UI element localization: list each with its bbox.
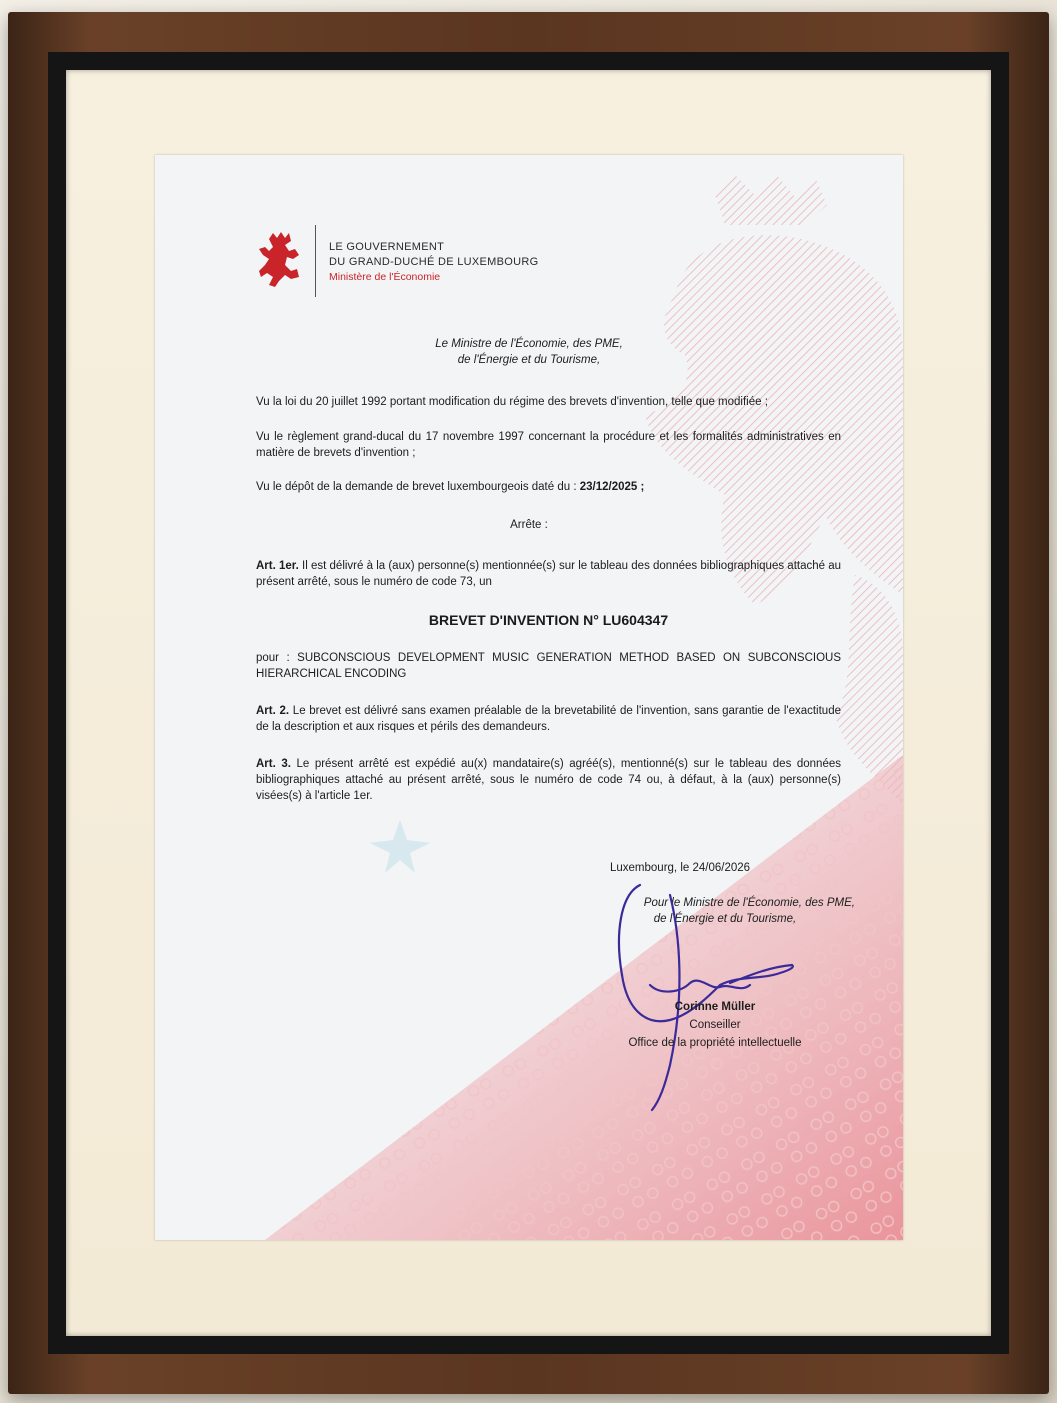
vu-depot-prefix: Vu le dépôt de la demande de brevet luxembourgeois daté du : <box>256 481 577 493</box>
gov-line-2: DU GRAND-DUCHÉ DE LUXEMBOURG <box>329 256 539 268</box>
handwritten-signature <box>610 875 810 1115</box>
government-header <box>255 225 655 295</box>
article-3 <box>256 756 841 804</box>
invention-title: pour : SUBCONSCIOUS DEVELOPMENT MUSIC GENERATION METHOD BASED ON SUBCONSCIOUS HIERARCHICAL ENCODING <box>256 652 841 680</box>
pour-line-2: de l'Énergie et du Tourisme, <box>653 913 797 925</box>
vu-loi-paragraph: Vu la loi du 20 juillet 1992 portant modification du régime des brevets d'invention, telle que modifiée ; <box>256 396 768 408</box>
signatory-name: Corinne Müller <box>674 1001 756 1013</box>
place-date: Luxembourg, le 24/06/2026 <box>610 862 751 874</box>
signatory-office: Office de la propriété intellectuelle <box>628 1037 802 1049</box>
patent-certificate <box>155 155 903 1240</box>
article-2-label: Art. 2. <box>256 705 290 717</box>
arrete-heading: Arrête : <box>510 519 548 531</box>
article-3-text: Le présent arrêté est expédié au(x) mandataire(s) agréé(s), mentionné(s) sur le tableau des données bibliographiques attaché au présent arrêté, sous le numéro de code 74 ou, à défaut, à la (aux) personne(s) visées(s) à l'article 1er. <box>256 758 841 802</box>
vu-depot-date: 23/12/2025 ; <box>579 481 645 493</box>
vu-depot-paragraph <box>256 479 841 495</box>
vu-reglement-paragraph: Vu le règlement grand-ducal du 17 novembre 1997 concernant la procédure et les formalités administratives en matière de brevets d'invention ; <box>256 431 841 459</box>
article-2-text: Le brevet est délivré sans examen préalable de la brevetabilité de l'invention, sans garantie de l'exactitude de la description et aux risques et périls des demandeurs. <box>256 705 841 733</box>
signatory-role: Conseiller <box>689 1019 741 1031</box>
article-3-label: Art. 3. <box>256 758 291 770</box>
article-1-text: Il est délivré à la (aux) personne(s) mentionnée(s) sur le tableau des données bibliographiques attaché au présent arrêté, sous le numéro de code 73, un <box>256 560 842 588</box>
red-lion-icon <box>255 229 303 289</box>
article-1-label: Art. 1er. <box>256 560 299 572</box>
pour-line-1: Pour le Ministre de l'Économie, des PME, <box>643 897 855 909</box>
preamble-line-1: Le Ministre de l'Économie, des PME, <box>435 338 623 350</box>
header-divider <box>315 225 316 297</box>
article-1 <box>256 558 841 590</box>
ministry-name: Ministère de l'Économie <box>329 271 441 283</box>
security-star-mark <box>365 815 435 875</box>
gov-line-1: LE GOUVERNEMENT <box>329 241 445 253</box>
article-2 <box>256 703 841 735</box>
preamble-line-2: de l'Énergie et du Tourisme, <box>457 354 601 366</box>
patent-number-title: BREVET D'INVENTION N° LU604347 <box>428 612 669 628</box>
